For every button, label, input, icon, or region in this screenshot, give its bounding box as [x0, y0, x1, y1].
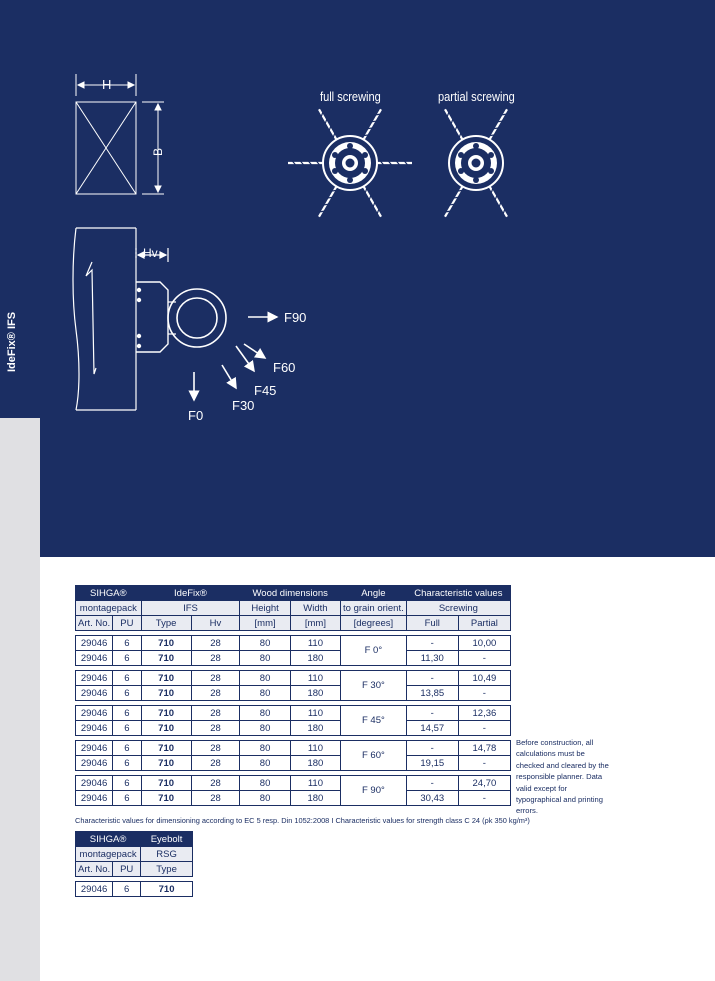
header-charvals: Characteristic values: [406, 586, 510, 601]
force-f30-label: F30: [232, 398, 255, 413]
header-mm-height: [mm]: [240, 616, 290, 631]
side-title: IdeFix® IFS: [6, 311, 18, 372]
cell-width: 180: [290, 791, 340, 806]
cell-angle: F 45°: [341, 706, 407, 736]
cell-artno: 29046: [76, 776, 113, 791]
header-angle: Angle: [341, 586, 407, 601]
cell-height: 80: [240, 721, 290, 736]
cell-pu: 6: [113, 721, 141, 736]
full-screwing-label: full screwing: [320, 89, 381, 104]
eyebolt-header-brand: SIHGA®: [76, 832, 141, 847]
header-type: Type: [141, 616, 191, 631]
cell-width: 180: [290, 651, 340, 666]
cell-hv: 28: [191, 756, 240, 771]
cell-type: 710: [141, 636, 191, 651]
cell-height: 80: [240, 776, 290, 791]
partial-screwing-drawing: [443, 108, 509, 218]
characteristic-values-table: [75, 585, 511, 806]
dim-b-label: B: [151, 147, 165, 156]
cell-hv: 28: [191, 651, 240, 666]
cell-artno: 29046: [76, 671, 113, 686]
disclaimer-note: Before construction, all calculations must be checked and cleared by the responsible planner. Data valid except for typographical and printing errors.: [516, 738, 609, 816]
cell-partial: -: [458, 721, 510, 736]
cell-hv: 28: [191, 636, 240, 651]
cell-hv: 28: [191, 721, 240, 736]
cell-hv: 28: [191, 671, 240, 686]
footnote: Characteristic values for dimensioning according to EC 5 resp. Din 1052:2008 I Characteristic values for strength class C 24 (ρk 350 kg/m³): [75, 816, 530, 825]
cell-artno: 29046: [76, 756, 113, 771]
cell-width: 180: [290, 686, 340, 701]
eyebolt-header-pu: PU: [113, 862, 141, 877]
cell-partial: -: [458, 651, 510, 666]
header-brand: SIHGA®: [76, 586, 142, 601]
cell-pu: 6: [113, 651, 141, 666]
cell-pu: 6: [113, 706, 141, 721]
header-wood: Wood dimensions: [240, 586, 341, 601]
cell-artno: 29046: [76, 706, 113, 721]
cell-type: 710: [141, 651, 191, 666]
cell-angle: F 60°: [341, 741, 407, 771]
cell-height: 80: [240, 686, 290, 701]
eyebolt-header-artno: Art. No.: [76, 862, 113, 877]
cell-width: 180: [290, 756, 340, 771]
eyebolt-header-row-3: [76, 862, 193, 877]
full-screwing-drawing: [288, 108, 412, 218]
cell-type: 710: [141, 741, 191, 756]
header-ifs: IFS: [141, 601, 240, 616]
dim-h-label: H: [102, 77, 112, 92]
cell-artno: 29046: [76, 721, 113, 736]
cell-artno: 29046: [76, 636, 113, 651]
eyebolt-header-product: Eyebolt: [141, 832, 193, 847]
table-row: [76, 686, 511, 701]
cell-pu: 6: [113, 791, 141, 806]
eyebolt-header-rsg: RSG: [141, 847, 193, 862]
cell-full: 13,85: [406, 686, 458, 701]
header-pack: montagepack: [76, 601, 142, 616]
table-row: [76, 791, 511, 806]
cell-angle: F 30°: [341, 671, 407, 701]
cell-partial: 12,36: [458, 706, 510, 721]
cell-pu: 6: [113, 686, 141, 701]
cell-width: 110: [290, 706, 340, 721]
cell-artno: 29046: [76, 882, 113, 897]
cell-pu: 6: [113, 776, 141, 791]
cell-hv: 28: [191, 741, 240, 756]
header-product: IdeFix®: [141, 586, 240, 601]
table-header-row-1: [76, 586, 511, 601]
screw-heads: [137, 288, 141, 348]
table-row: [76, 721, 511, 736]
cell-height: 80: [240, 651, 290, 666]
table-header-row-3: [76, 616, 511, 631]
cell-artno: 29046: [76, 791, 113, 806]
table-header-row-2: [76, 601, 511, 616]
table-row: [76, 882, 193, 897]
cell-partial: -: [458, 756, 510, 771]
table-row: [76, 776, 511, 791]
cell-angle: F 90°: [341, 776, 407, 806]
cell-type: 710: [141, 791, 191, 806]
cell-full: -: [406, 741, 458, 756]
dim-hv-label: Hv: [143, 246, 158, 260]
header-degrees: [degrees]: [341, 616, 407, 631]
cell-full: 11,30: [406, 651, 458, 666]
table-row: [76, 756, 511, 771]
partial-screwing-label: partial screwing: [438, 89, 515, 104]
cell-full: -: [406, 636, 458, 651]
header-full: Full: [406, 616, 458, 631]
cell-pu: 6: [113, 882, 141, 897]
table-row: [76, 671, 511, 686]
eyebolt-header-row-1: [76, 832, 193, 847]
header-height: Height: [240, 601, 290, 616]
eyebolt-table: [75, 831, 193, 897]
cell-width: 110: [290, 741, 340, 756]
cell-partial: 10,49: [458, 671, 510, 686]
cell-width: 180: [290, 721, 340, 736]
cell-full: -: [406, 706, 458, 721]
cross-section-drawing: [76, 74, 164, 194]
header-mm-width: [mm]: [290, 616, 340, 631]
force-f90-label: F90: [284, 310, 307, 325]
cell-type: 710: [141, 721, 191, 736]
cell-height: 80: [240, 791, 290, 806]
cell-pu: 6: [113, 741, 141, 756]
force-f60-label: F60: [273, 360, 296, 375]
table-row: [76, 706, 511, 721]
cell-hv: 28: [191, 706, 240, 721]
table-row: [76, 636, 511, 651]
cell-hv: 28: [191, 791, 240, 806]
cell-pu: 6: [113, 756, 141, 771]
cell-artno: 29046: [76, 651, 113, 666]
cell-artno: 29046: [76, 741, 113, 756]
cell-partial: 14,78: [458, 741, 510, 756]
cell-full: 30,43: [406, 791, 458, 806]
cell-full: 19,15: [406, 756, 458, 771]
cell-angle: F 0°: [341, 636, 407, 666]
header-screwing: Screwing: [406, 601, 510, 616]
eyebolt-header-type: Type: [141, 862, 193, 877]
cell-type: 710: [141, 671, 191, 686]
cell-height: 80: [240, 741, 290, 756]
cell-type: 710: [141, 776, 191, 791]
cell-height: 80: [240, 671, 290, 686]
cell-pu: 6: [113, 671, 141, 686]
cell-height: 80: [240, 706, 290, 721]
cell-height: 80: [240, 636, 290, 651]
cell-partial: 10,00: [458, 636, 510, 651]
cell-partial: 24,70: [458, 776, 510, 791]
cell-height: 80: [240, 756, 290, 771]
table-row: [76, 741, 511, 756]
header-grain: to grain orient.: [341, 601, 407, 616]
cell-width: 110: [290, 776, 340, 791]
table-row: [76, 651, 511, 666]
cell-full: -: [406, 776, 458, 791]
cell-type: 710: [141, 706, 191, 721]
cell-partial: -: [458, 686, 510, 701]
header-width: Width: [290, 601, 340, 616]
eyebolt-header-pack: montagepack: [76, 847, 141, 862]
header-hv: Hv: [191, 616, 240, 631]
cell-full: 14,57: [406, 721, 458, 736]
cell-artno: 29046: [76, 686, 113, 701]
cell-type: 710: [141, 756, 191, 771]
cell-width: 110: [290, 636, 340, 651]
header-artno: Art. No.: [76, 616, 113, 631]
cell-hv: 28: [191, 776, 240, 791]
cell-pu: 6: [113, 636, 141, 651]
cell-type: 710: [141, 882, 193, 897]
cell-hv: 28: [191, 686, 240, 701]
eyebolt-header-row-2: [76, 847, 193, 862]
cell-width: 110: [290, 671, 340, 686]
cell-type: 710: [141, 686, 191, 701]
force-f45-label: F45: [254, 383, 277, 398]
header-partial: Partial: [458, 616, 510, 631]
force-f0-label: F0: [188, 408, 204, 423]
header-pu: PU: [113, 616, 141, 631]
cell-partial: -: [458, 791, 510, 806]
cell-full: -: [406, 671, 458, 686]
